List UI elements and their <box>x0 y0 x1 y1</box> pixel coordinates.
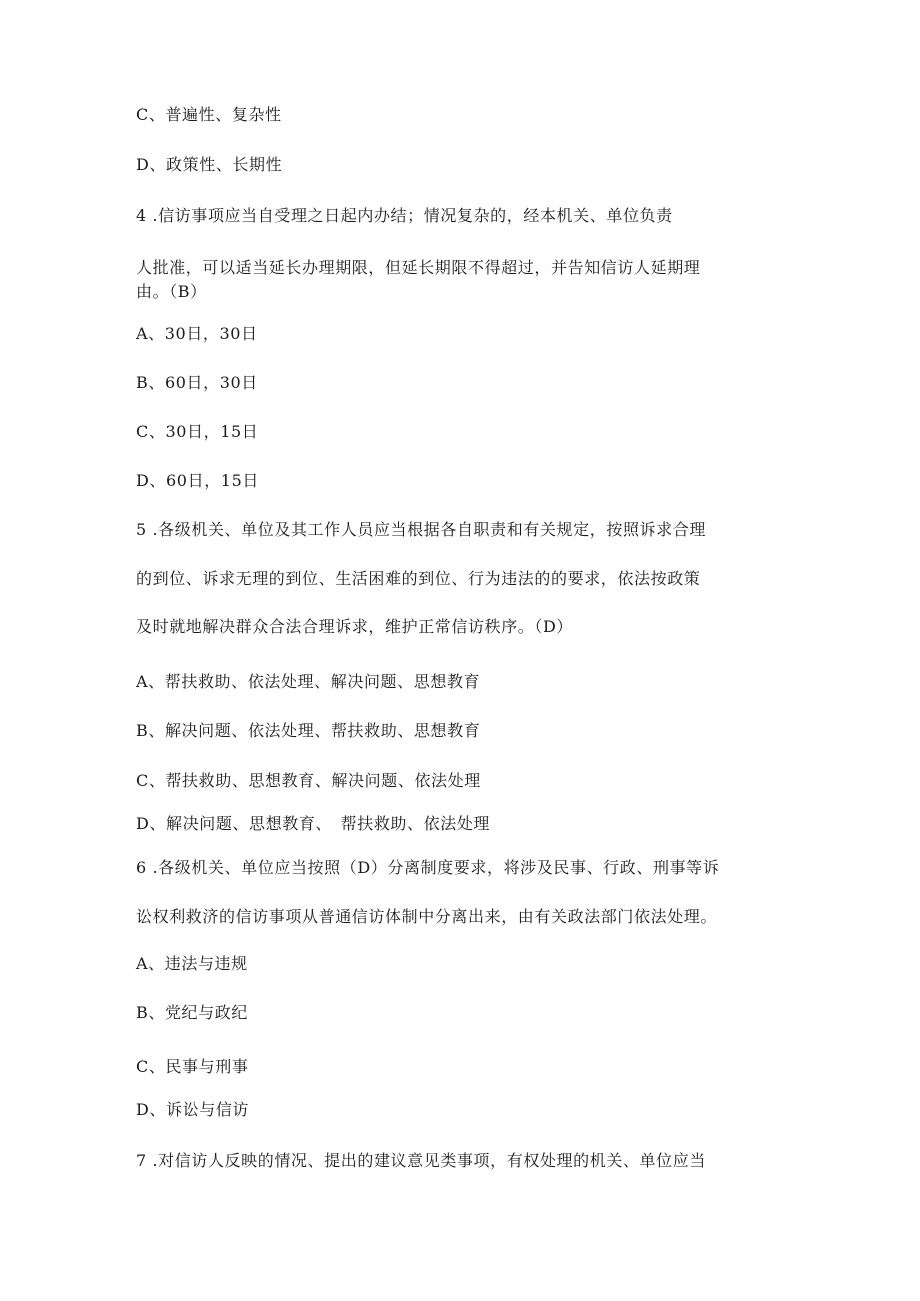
question-5-line-2: 的到位、诉求无理的到位、生活困难的到位、行为违法的的要求，依法按政策 <box>136 569 701 588</box>
option-c-q3: C、普遍性、复杂性 <box>136 105 282 124</box>
question-5-line-1: 5 .各级机关、单位及其工作人员应当根据各自职责和有关规定，按照诉求合理 <box>136 520 706 539</box>
option-d-q4: D、60日，15日 <box>136 471 259 490</box>
option-b-q4: B、60日，30日 <box>136 373 258 392</box>
option-a-q5: A、帮扶救助、依法处理、解决问题、思想教育 <box>136 672 481 691</box>
option-d-q3: D、政策性、长期性 <box>136 155 283 174</box>
question-7-line-1: 7 .对信访人反映的情况、提出的建议意见类事项，有权处理的机关、单位应当 <box>136 1151 706 1170</box>
option-c-q6: C、民事与刑事 <box>136 1057 249 1076</box>
option-d-q6: D、诉讼与信访 <box>136 1100 250 1119</box>
question-4-line-1: 4 .信访事项应当自受理之日起内办结；情况复杂的，经本机关、单位负责 <box>136 206 673 225</box>
option-a-q6: A、违法与违规 <box>136 954 248 973</box>
question-6-line-2: 讼权利救济的信访事项从普通信访体制中分离出来，由有关政法部门依法处理。 <box>136 907 718 926</box>
option-c-q5: C、帮扶救助、思想教育、解决问题、依法处理 <box>136 771 481 790</box>
option-b-q6: B、党纪与政纪 <box>136 1003 248 1022</box>
question-5-line-3: 及时就地解决群众合法合理诉求，维护正常信访秩序。（D） <box>136 617 574 636</box>
option-c-q4: C、30日，15日 <box>136 422 259 441</box>
option-a-q4: A、30日，30日 <box>136 324 258 343</box>
option-d-q5: D、解决问题、思想教育、 帮扶救助、依法处理 <box>136 814 491 833</box>
option-b-q5: B、解决问题、依法处理、帮扶救助、思想教育 <box>136 721 481 740</box>
question-4-line-2: 人批准，可以适当延长办理期限，但延长期限不得超过，并告知信访人延期理 <box>136 258 701 277</box>
question-4-line-3: 由。（B） <box>136 282 207 301</box>
question-6-line-1: 6 .各级机关、单位应当按照（D）分离制度要求，将涉及民事、行政、刑事等诉 <box>136 858 720 877</box>
